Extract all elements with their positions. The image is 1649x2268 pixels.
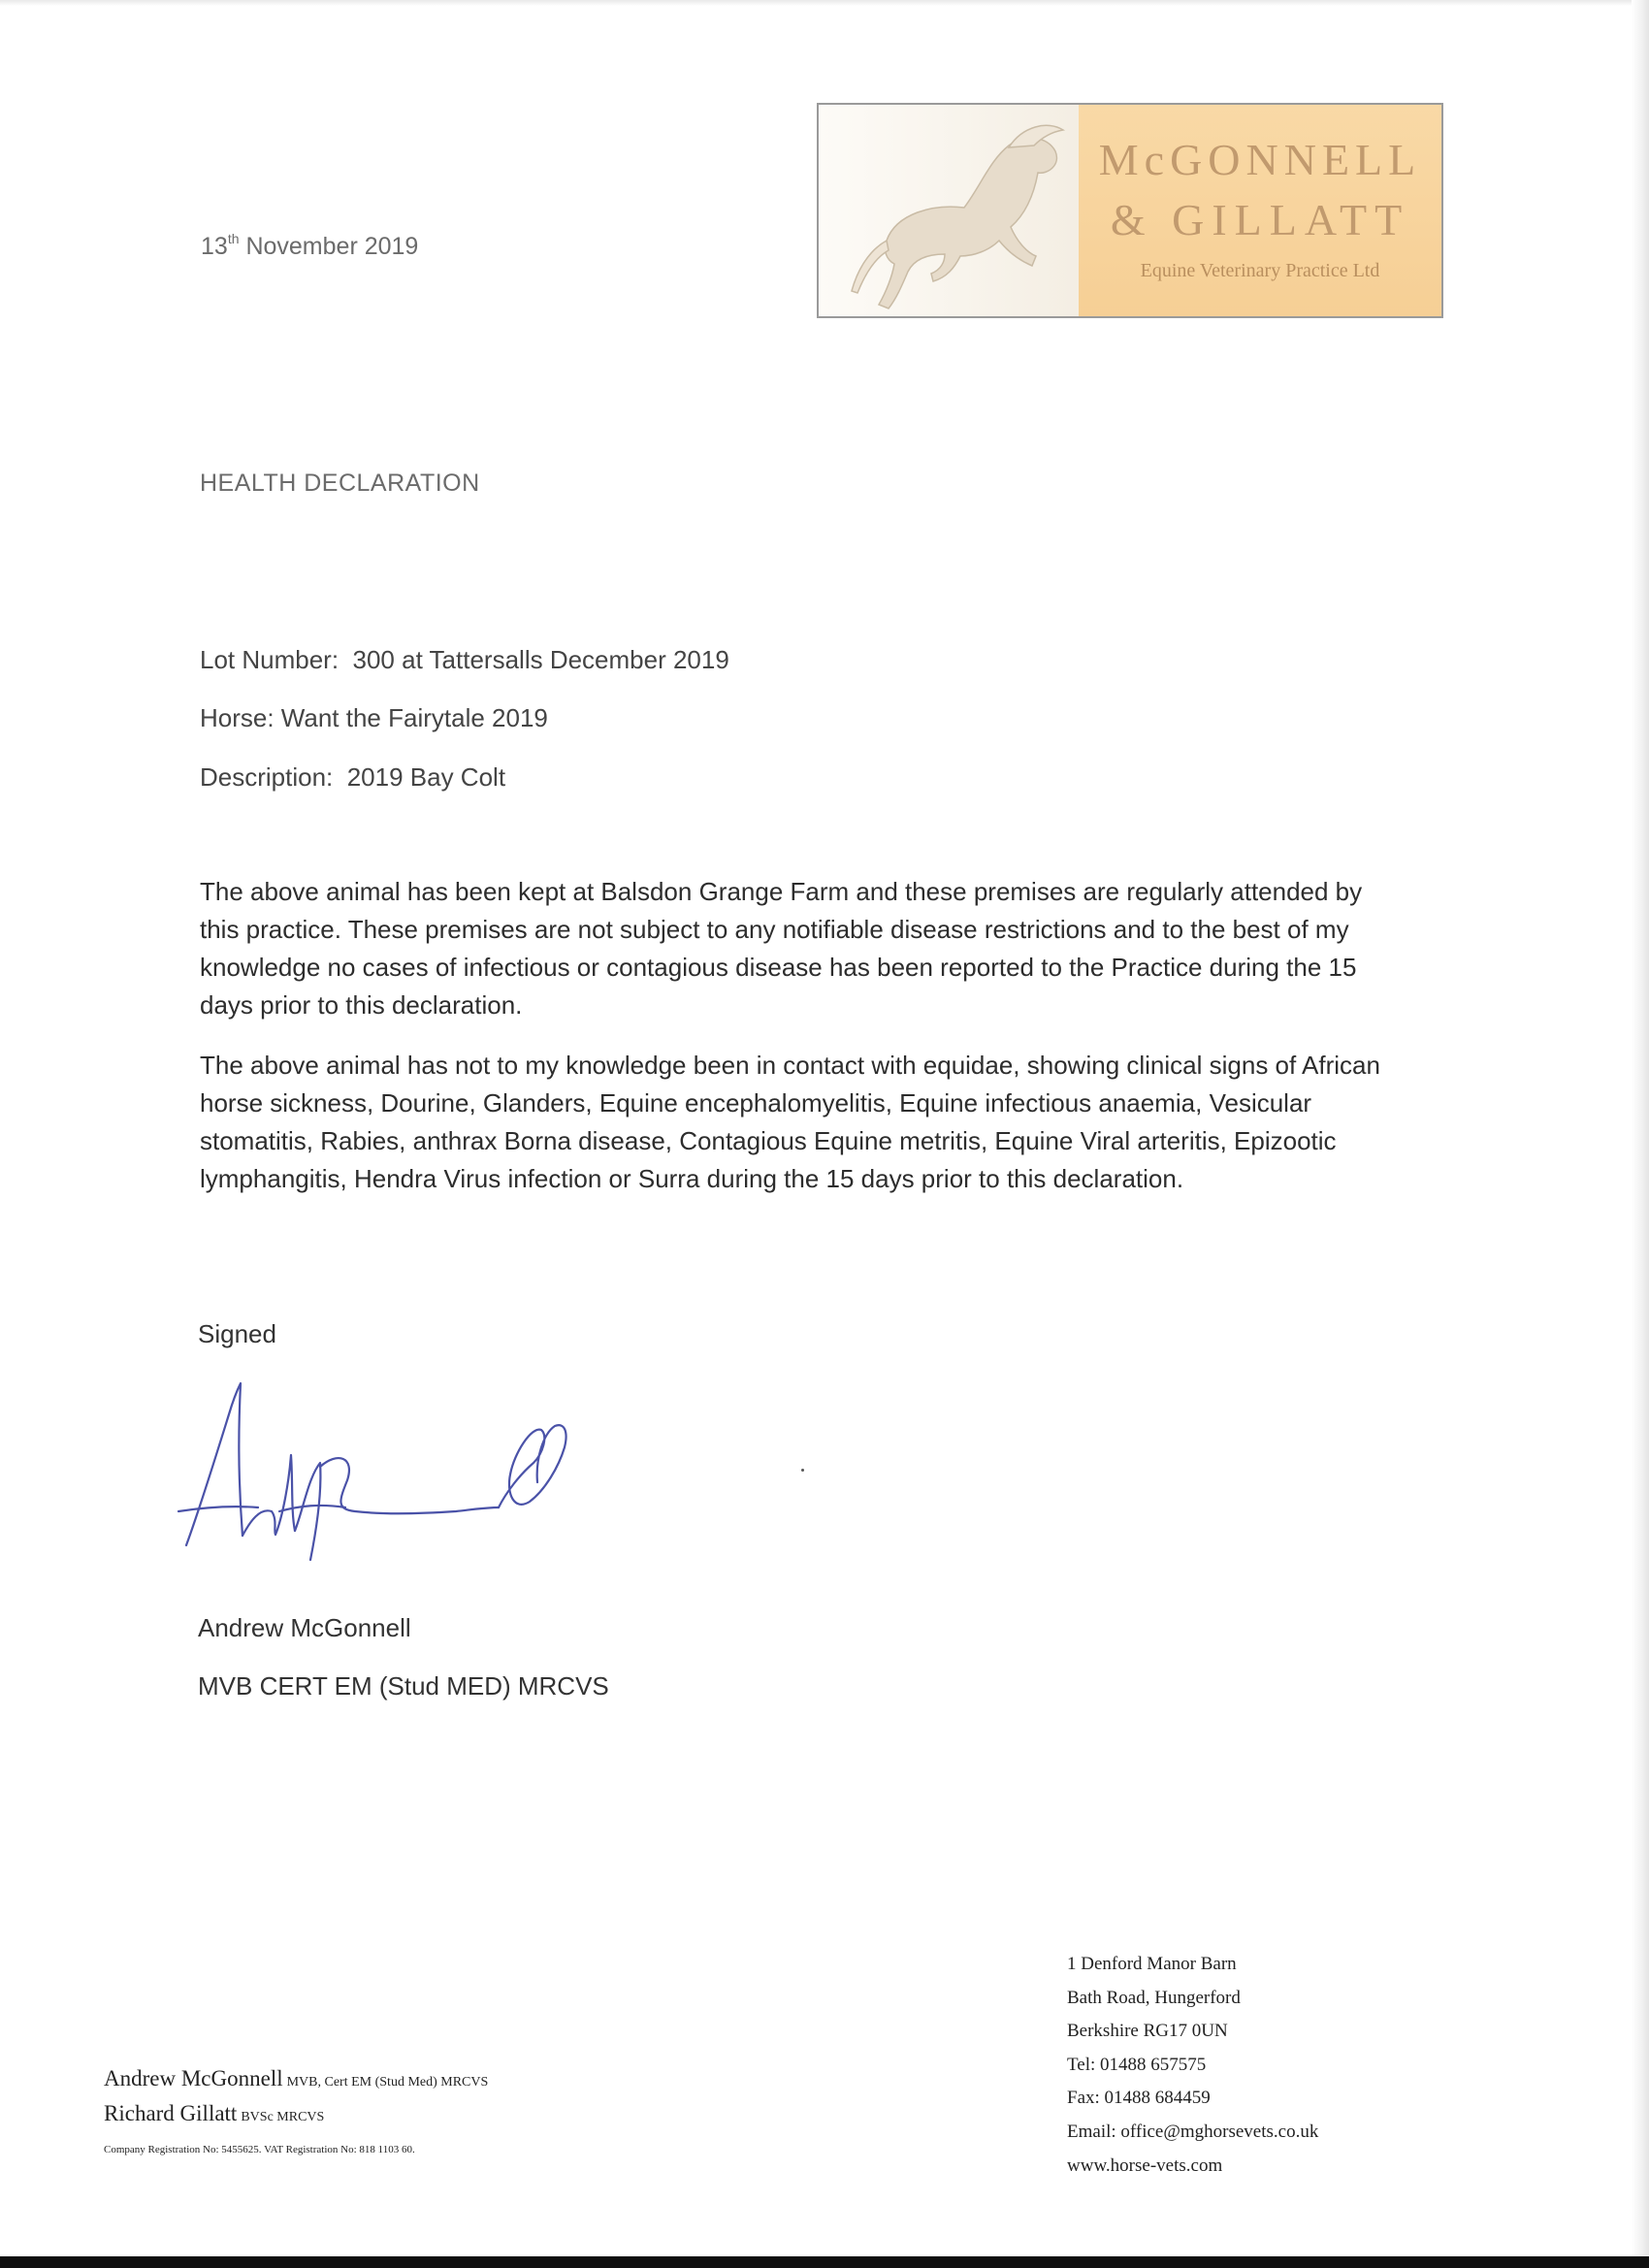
letter-date [201, 233, 418, 261]
partner-name: Andrew McGonnell [104, 2066, 283, 2090]
declaration-paragraph-premises: The above animal has been kept at Balsdon Grange Farm and these premises are regularly attended by this practice. These premises are not subject to any notifiable disease restrictions and to the best of my knowledge no cases of infectious or contagious disease has been reported to the Practice during the 15 days prior to this declaration. [200, 877, 1363, 1020]
date-month-year: November 2019 [239, 233, 419, 260]
address-line2: Bath Road, Hungerford [1067, 1987, 1241, 2008]
scan-edge-right [1632, 0, 1649, 2268]
telephone: Tel: 01488 657575 [1067, 2054, 1207, 2075]
logo-tagline: Equine Veterinary Practice Ltd [1140, 260, 1380, 281]
partner-2 [104, 2101, 488, 2126]
signed-label: Signed [198, 1319, 276, 1348]
declaration-paragraph-contact: The above animal has not to my knowledge been in contact with equidae, showing clinical signs of African horse sickness, Dourine, Glanders, Equine encephalomyelitis, Equine infectious anaemia, Vesicular stomatitis, Rabies, anthrax Borna disease, Contagious Equine metritis, Equine Viral arteritis, Epizootic lymphangitis, Hendra Virus infection or Surra during the 15 days prior to this declaration. [200, 1051, 1380, 1193]
horse-illustration [819, 105, 1079, 316]
partner-1 [104, 2066, 488, 2091]
website: www.horse-vets.com [1067, 2155, 1223, 2176]
partner-quals: MVB, Cert EM (Stud Med) MRCVS [286, 2075, 489, 2090]
stray-ink-dot [801, 1469, 804, 1472]
address-line3: Berkshire RG17 0UN [1067, 2021, 1228, 2042]
email: Email: office@mghorsevets.co.uk [1067, 2121, 1319, 2142]
horse-description: Description: 2019 Bay Colt [200, 762, 506, 792]
horse-icon [819, 105, 1079, 316]
horse-name: Horse: Want the Fairytale 2019 [200, 703, 548, 732]
signer-name: Andrew McGonnell [198, 1613, 411, 1642]
date-day: 13 [201, 233, 228, 260]
fax: Fax: 01488 684459 [1067, 2088, 1211, 2109]
lot-number: Lot Number: 300 at Tattersalls December 2019 [200, 645, 729, 674]
company-registration: Company Registration No: 5455625. VAT Registration No: 818 1103 60. [104, 2144, 415, 2155]
document-title: HEALTH DECLARATION [200, 470, 480, 497]
partner-name: Richard Gillatt [104, 2101, 238, 2125]
logo-name-line1: McGONNELL [1098, 135, 1422, 184]
scan-edge-top [0, 0, 1649, 6]
signer-qualifications: MVB CERT EM (Stud MED) MRCVS [198, 1671, 609, 1701]
logo-text-panel [1079, 105, 1441, 316]
address-line1: 1 Denford Manor Barn [1067, 1954, 1237, 1974]
address-block [1067, 1948, 1318, 2183]
date-suffix: th [227, 231, 240, 246]
handwritten-signature [165, 1366, 708, 1570]
practice-logo [817, 103, 1443, 318]
logo-name-line2: & GILLATT [1110, 195, 1410, 244]
partner-quals: BVSc MRCVS [241, 2110, 325, 2124]
partners-block [104, 2066, 488, 2155]
scan-edge-bottom [0, 2256, 1649, 2268]
